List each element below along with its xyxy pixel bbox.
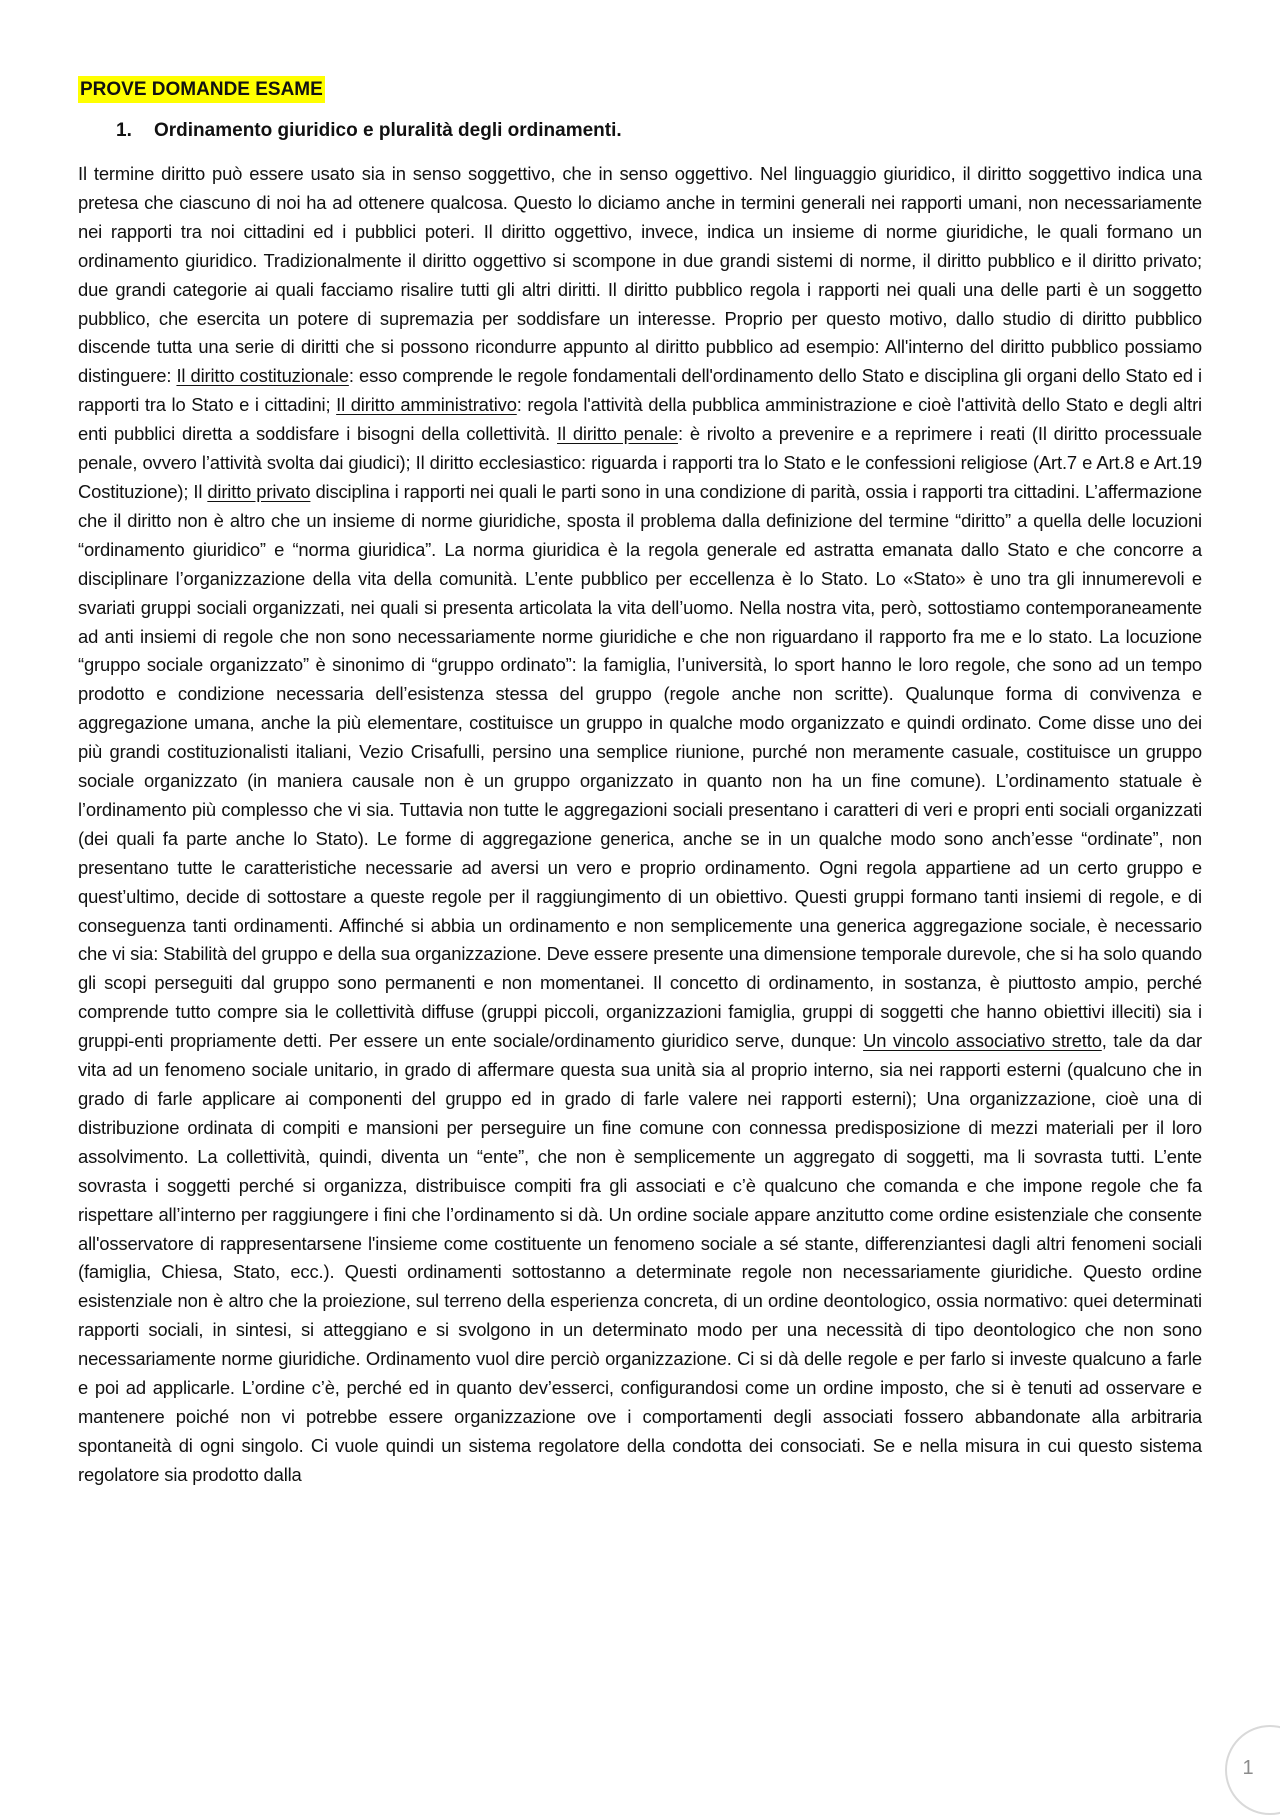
term-diritto-privato: diritto privato <box>207 480 311 502</box>
term-diritto-amministrativo: Il diritto amministrativo <box>336 394 517 416</box>
term-vincolo-associativo: Un vincolo associativo stretto <box>863 1030 1102 1052</box>
body-text-5: disciplina i rapporti nei quali le parti sono in una condizione di parità, ossia i rapporti tra cittadini. L’affermazione che il diritto non è altro che un insieme di norme giuridiche, sposta il problema dalla definizione del termine “diritto” a quella delle locuzioni “ordinamento giuridico” e “norma giuridica”. La norma giuridica è la regola generale ed astratta emanata dallo Stato e che concorre a disciplinare l’organizzazione della vita della comunità. L’ente pubblico per eccellenza è lo Stato. Lo «Stato» è uno tra gli innumerevoli e svariati gruppi sociali organizzati, nei quali si presenta articolata la vita dell’uomo. Nella nostra vita, però, sottostiamo contemporaneamente ad anti insiemi di regole che non sono necessariamente norme giuridiche e che non riguardano il rapporto fra me e lo stato. La locuzione “gruppo sociale organizzato” è sinonimo di “gruppo ordinato”: la famiglia, l’università, lo sport hanno le loro regole, che sono ad un tempo prodotto e condizione necessaria dell’esistenza stessa del gruppo (regole anche non scritte). Qualunque forma di convivenza e aggregazione umana, anche la più elementare, costituisce un gruppo in qualche modo organizzato e quindi ordinato. Come disse uno dei più grandi costituzionalisti italiani, Vezio Crisafulli, persino una semplice riunione, purché non meramente casuale, costituisce un gruppo sociale organizzato (in maniera causale non è un gruppo organizzato in quanto non ha un fine comune). L’ordinamento statuale è l’ordinamento più complesso che vi sia. Tuttavia non tutte le aggregazioni sociali presentano i caratteri di veri e propri enti sociali organizzati (dei quali fa parte anche lo Stato). Le forme di aggregazione generica, anche se in un qualche modo sono anch’esse “ordinate”, non presentano tutte le caratteristiche necessarie ad aversi un vero e proprio ordinamento. Ogni regola appartiene ad un certo gruppo e quest’ultimo, decide di sottostare a queste regole per il raggiungimento di un obiettivo. Questi gruppi formano tanti insiemi di regole, e di conseguenza tanti ordinamenti. Affinché si abbia un ordinamento e non semplicemente una generica aggregazione sociale, è necessario che vi sia: Stabilità del gruppo e della sua organizzazione. Deve essere presente una dimensione temporale durevole, che si ha solo quando gli scopi perseguiti dal gruppo sono permanenti e non momentanei. Il concetto di ordinamento, in sostanza, è piuttosto ampio, perché comprende tutto compre sia le collettività diffuse (gruppi piccoli, organizzazioni famiglia, gruppi di soggetti che hanno obiettivi illeciti) sia i gruppi-enti propriamente detti. Per essere un ente sociale/ordinamento giuridico serve, dunque: <box>78 480 1203 1052</box>
section-number: 1. <box>116 120 132 141</box>
term-diritto-penale: Il diritto penale <box>557 423 678 445</box>
page-number: 1 <box>1242 1757 1254 1779</box>
section-title: Ordinamento giuridico e pluralità degli ordinamenti. <box>154 120 622 141</box>
body-text-6: , tale da dar vita ad un fenomeno sociale unitario, in grado di affermare questa sua unità sia al proprio interno, sia nei rapporti esterni (qualcuno che in grado di farle applicare ai componenti del gruppo ed in grado di farle valere nei rapporti esterni); Una organizzazione, cioè una di distribuzione ordinata di compiti e mansioni per perseguire un fine comune con connessa predisposizione di mezzi materiali per il loro assolvimento. La collettività, quindi, diventa un “ente”, che non è semplicemente un aggregato di soggetti, ma li sovrasta tutti. L’ente sovrasta i soggetti perché si organizza, distribuisce compiti fra gli associati e c’è qualcuno che comanda e che impone regole che fa rispettare all’interno per raggiungere i fini che l’ordinamento si dà. Un ordine sociale appare anzitutto come ordine esistenziale che consente all'osservatore di rappresentarsene l'insieme come costituente un fenomeno sociale a sé stante, differenziantesi dagli altri fenomeni sociali (famiglia, Chiesa, Stato, ecc.). Questi ordinamenti sottostanno a determinate regole non necessariamente giuridiche. Questo ordine esistenziale non è altro che la proiezione, sul terreno della esperienza concreta, di un ordine deontologico, ossia normativo: quei determinati rapporti sociali, in sintesi, si atteggiano e si svolgono in un determinato modo per una necessità di tipo deontologico che non sono necessariamente norme giuridiche. Ordinamento vuol dire perciò organizzazione. Ci si dà delle regole e per farlo si investe qualcuno a farle e poi ad applicarle. L’ordine c’è, perché ed in quanto dev’esserci, configurandosi come un ordine imposto, che si è tenuti ad osservare e mantenere poiché non vi potrebbe essere organizzazione ove i comportamenti degli associati fossero abbandonate alla arbitraria spontaneità di ogni singolo. Ci vuole quindi un sistema regolatore della condotta dei consociati. Se e nella misura in cui questo sistema regolatore sia prodotto dalla <box>78 1030 1202 1485</box>
term-diritto-costituzionale: Il diritto costituzionale <box>176 365 349 387</box>
section-heading <box>116 117 1202 144</box>
page-number-badge <box>1225 1725 1280 1815</box>
body-paragraph <box>78 160 1202 1490</box>
body-text-4: : è rivolto a prevenire e a reprimere i reati (Il diritto processuale penale, ovvero l’attività svolta dai giudici); Il diritto ecclesiastico: riguarda i rapporti tra lo Stato e le confessioni religiose (Art.7 e Art.8 e Art.19 Costituzione); Il <box>78 423 1203 502</box>
exam-questions-header: PROVE DOMANDE ESAME <box>78 76 325 103</box>
body-text-2: : esso comprende le regole fondamentali dell'ordinamento dello Stato e disciplina gli organi dello Stato ed i rapporti tra lo Stato e i cittadini; <box>78 365 1202 416</box>
body-text-1: Il termine diritto può essere usato sia in senso soggettivo, che in senso oggettivo. Nel linguaggio giuridico, il diritto soggettivo indica una pretesa che ciascuno di noi ha ad ottenere qualcosa. Questo lo diciamo anche in termini generali nei rapporti umani, non necessariamente nei rapporti tra noi cittadini ed i pubblici poteri. Il diritto oggettivo, invece, indica un insieme di norme giuridiche, le quali formano un ordinamento giuridico. Tradizionalmente il diritto oggettivo si scompone in due grandi sistemi di norme, il diritto pubblico e il diritto privato; due grandi categorie ai quali facciamo risalire tutti gli altri diritti. Il diritto pubblico regola i rapporti nei quali una delle parti è un soggetto pubblico, che esercita un potere di supremazia per soddisfare un interesse. Proprio per questo motivo, dallo studio di diritto pubblico discende tutta una serie di diritti che si possono ricondurre appunto al diritto pubblico ad esempio: All'interno del diritto pubblico possiamo distinguere: <box>78 163 1202 387</box>
document-page <box>78 76 1202 1490</box>
body-text-3: : regola l'attività della pubblica amministrazione e cioè l'attività dello Stato e degli altri enti pubblici diretta a soddisfare i bisogni della collettività. <box>78 394 1202 445</box>
